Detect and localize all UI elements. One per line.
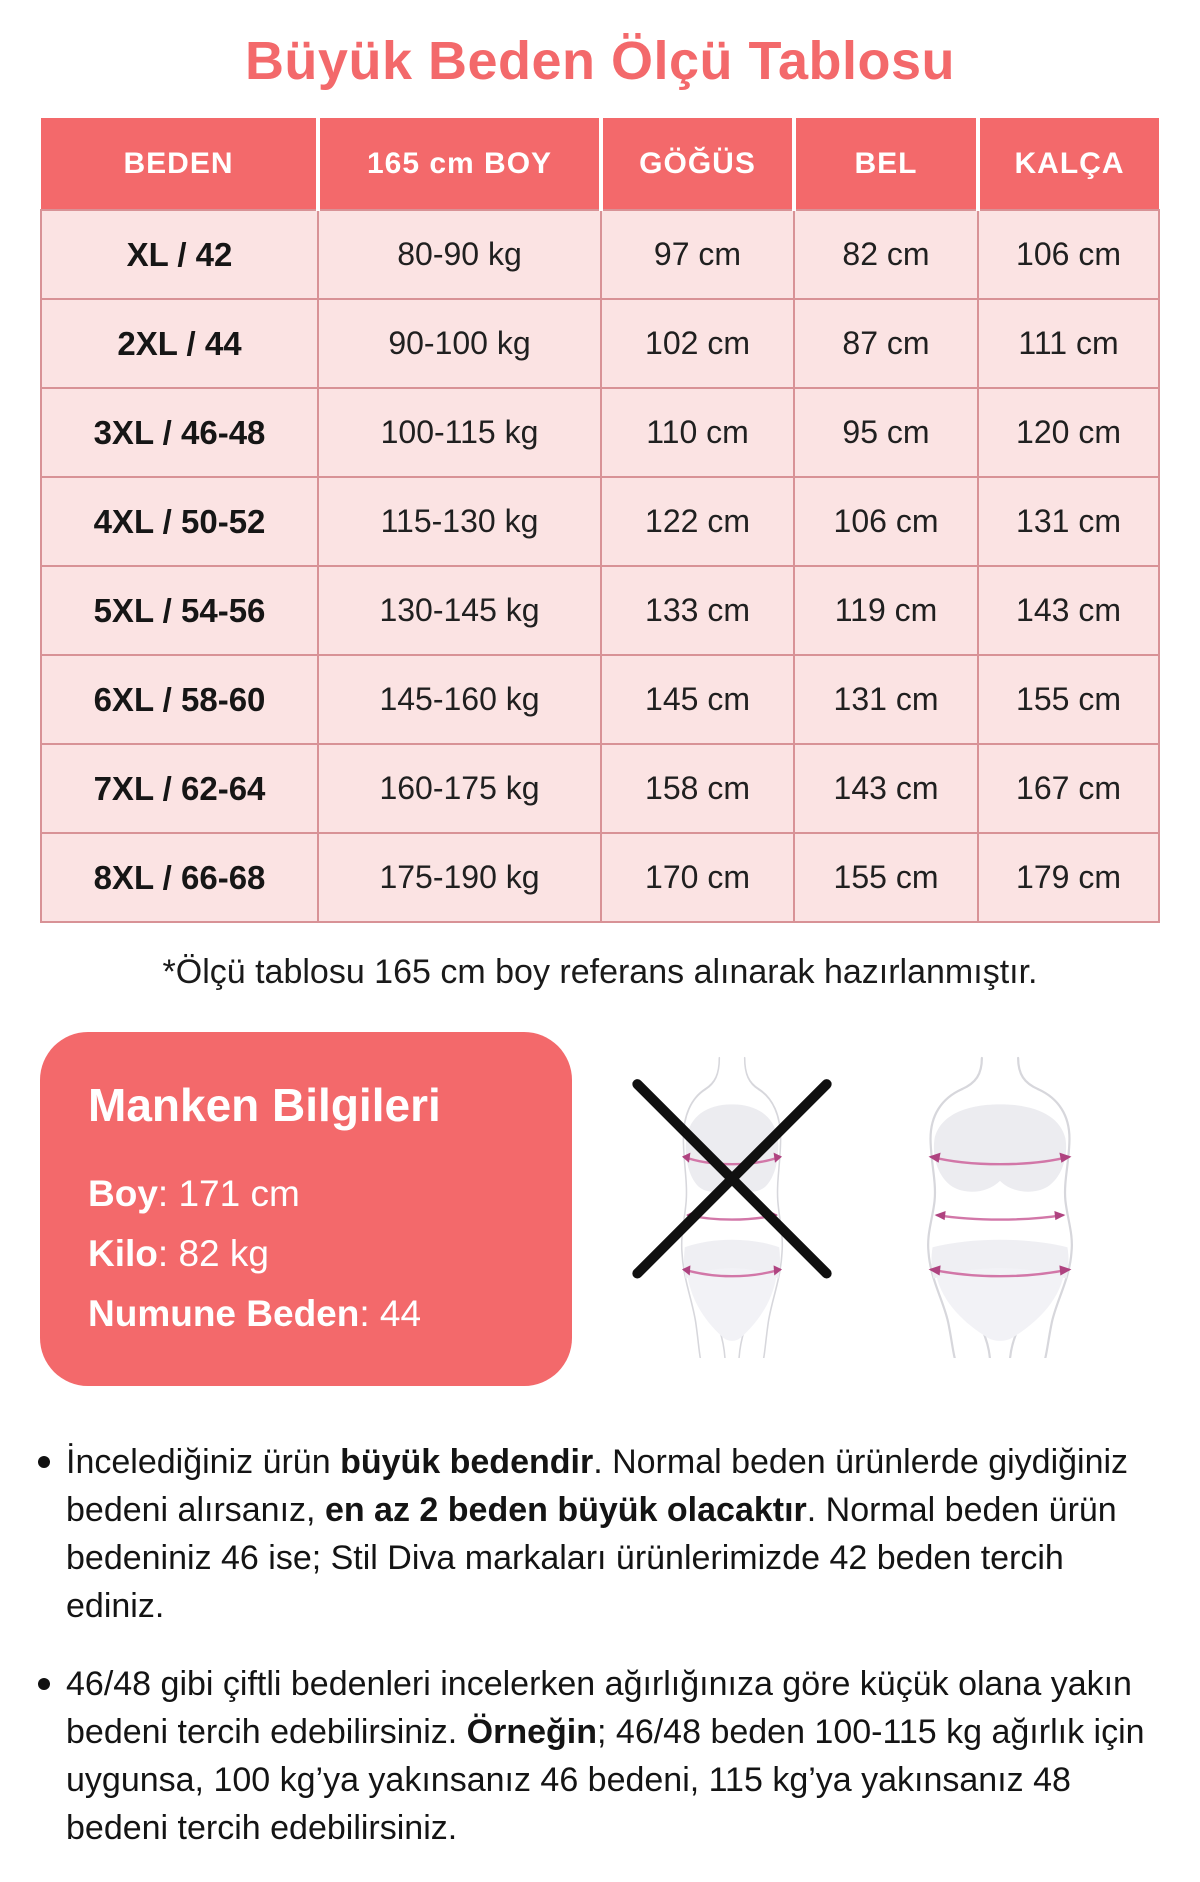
table-row [41,477,1159,566]
measurement-cell: 100-115 kg [318,388,601,477]
measurement-cell: 145-160 kg [318,655,601,744]
model-info-title: Manken Bilgileri [88,1079,441,1131]
measurement-cell: 175-190 kg [318,833,601,922]
measurement-cell: 131 cm [978,477,1159,566]
plus-size-body-icon [894,1056,1106,1358]
measurement-cell: 155 cm [978,655,1159,744]
measurement-cell: 80-90 kg [318,210,601,299]
measurement-cell: 90-100 kg [318,299,601,388]
model-info-field [88,1164,548,1224]
measurement-figures [572,1032,1160,1358]
table-row [41,744,1159,833]
measurement-cell: 143 cm [794,744,978,833]
measurement-cell: 106 cm [794,477,978,566]
field-value: : 44 [359,1293,422,1334]
size-cell: 6XL / 58-60 [41,655,318,744]
model-info-fields [88,1164,548,1344]
measurement-cell: 122 cm [601,477,794,566]
measurement-cell: 143 cm [978,566,1159,655]
column-header: 165 cm BOY [318,118,601,210]
plus-body-outline [928,1058,1072,1358]
size-table [40,118,1160,923]
note-item: İncelediğiniz ürün büyük bedendir. Normal beden ürünlerde giydiğiniz bedeni alırsanız, en az 2 beden büyük olacaktır. Normal beden ürün bedeniniz 46 ise; Stil Diva markaları ürünlerimizde 42 beden tercih ediniz. [36,1438,1150,1630]
table-row [41,210,1159,299]
measurement-cell: 130-145 kg [318,566,601,655]
measurement-cell: 87 cm [794,299,978,388]
table-row [41,655,1159,744]
field-value: : 171 cm [157,1173,300,1214]
size-cell: 4XL / 50-52 [41,477,318,566]
measurement-cell: 160-175 kg [318,744,601,833]
measurement-cell: 179 cm [978,833,1159,922]
measurement-cell: 167 cm [978,744,1159,833]
measurement-cell: 131 cm [794,655,978,744]
measurement-cell: 119 cm [794,566,978,655]
field-label: Boy [88,1173,158,1214]
measurement-cell: 115-130 kg [318,477,601,566]
model-info-field [88,1284,548,1344]
column-header: KALÇA [978,118,1159,210]
model-info-card [40,1032,572,1386]
table-row [41,833,1159,922]
field-label: Kilo [88,1233,158,1274]
measurement-cell: 106 cm [978,210,1159,299]
notes-list [36,1438,1150,1852]
measurement-cell: 111 cm [978,299,1159,388]
size-cell: 3XL / 46-48 [41,388,318,477]
measurement-cell: 82 cm [794,210,978,299]
table-row [41,566,1159,655]
size-cell: 2XL / 44 [41,299,318,388]
size-cell: 5XL / 54-56 [41,566,318,655]
field-label: Numune Beden [88,1293,360,1334]
measurement-cell: 102 cm [601,299,794,388]
measurement-cell: 170 cm [601,833,794,922]
measurement-cell: 97 cm [601,210,794,299]
column-header: BEL [794,118,978,210]
info-row [40,1032,1160,1386]
column-header: BEDEN [41,118,318,210]
measurement-cell: 145 cm [601,655,794,744]
field-value: : 82 kg [157,1233,269,1274]
page-title: Büyük Beden Ölçü Tablosu [244,31,956,91]
size-table-body [41,210,1159,922]
column-header: GÖĞÜS [601,118,794,210]
measurement-cell: 95 cm [794,388,978,477]
size-cell: 7XL / 62-64 [41,744,318,833]
table-row [41,388,1159,477]
measurement-cell: 133 cm [601,566,794,655]
measurement-cell: 155 cm [794,833,978,922]
measurement-cell: 110 cm [601,388,794,477]
size-cell: 8XL / 66-68 [41,833,318,922]
slim-body-crossed-x-icon [626,1056,838,1358]
size-cell: XL / 42 [41,210,318,299]
table-footnote: *Ölçü tablosu 165 cm boy referans alınarak hazırlanmıştır. [162,953,1038,991]
size-table-header-row [41,118,1159,210]
table-row [41,299,1159,388]
note-item: 46/48 gibi çiftli bedenleri incelerken ağırlığınıza göre küçük olana yakın bedeni tercih edebilirsiniz. Örneğin; 46/48 beden 100-115 kg ağırlık için uygunsa, 100 kg’ya yakınsanız 46 bedeni, 115 kg’ya yakınsanız 48 bedeni tercih edebilirsiniz. [36,1660,1150,1852]
measurement-cell: 158 cm [601,744,794,833]
model-info-field [88,1224,548,1284]
measurement-cell: 120 cm [978,388,1159,477]
